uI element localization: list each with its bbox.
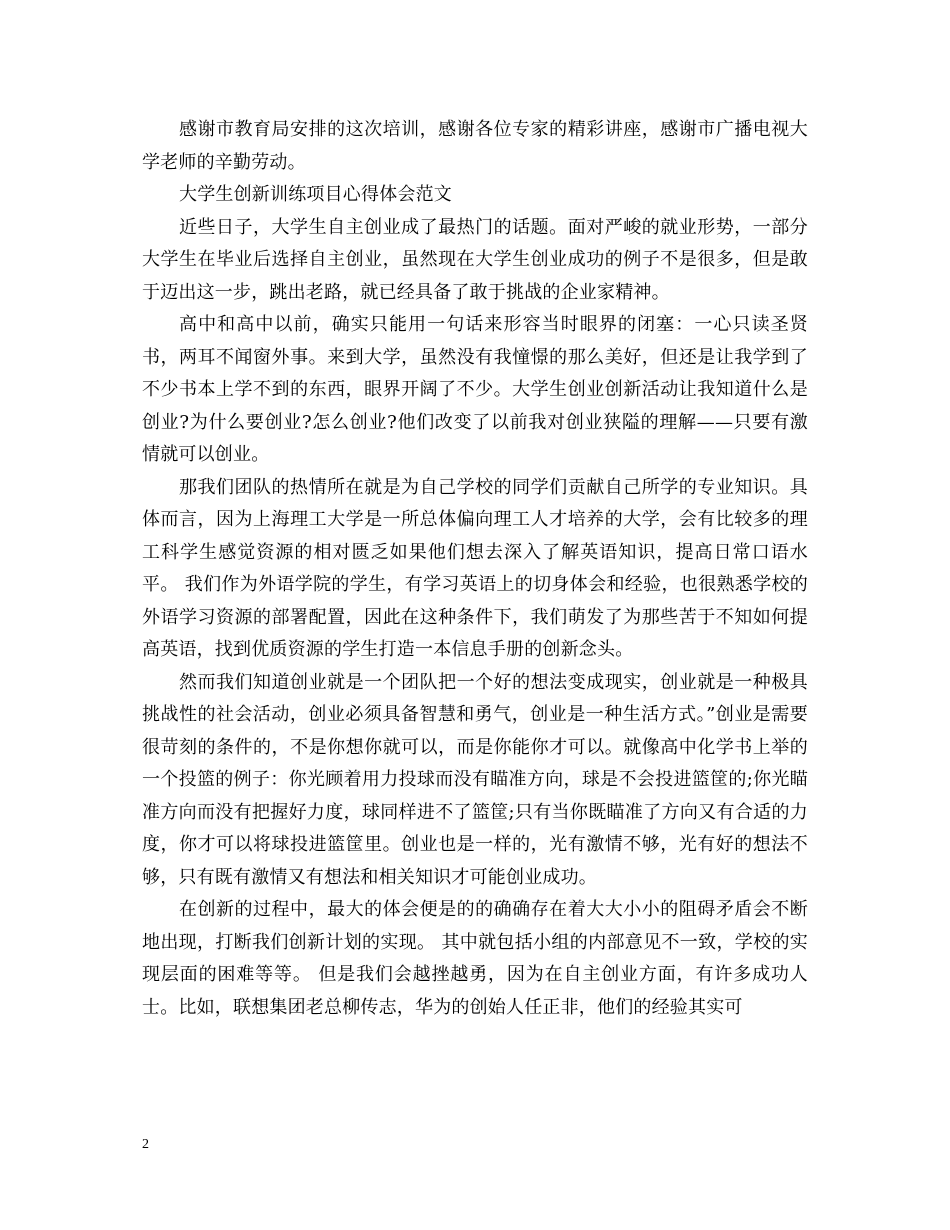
paragraph-intro: 近些日子，大学生自主创业成了最热门的话题。面对严峻的就业形势，一部分大学生在毕业后选择自主创业，虽然现在大学生创业成功的例子不是很多，但是敢于迈出这一步，跳出老路，就已经具备了敢于挑战的企业家精神。 <box>142 216 808 303</box>
document-body <box>142 114 808 1024</box>
paragraph-innovation-process: 在创新的过程中，最大的体会便是的的确确存在着大大小小的阻碍矛盾会不断地出现，打断我们创新计划的实现。 其中就包括小组的内部意见不一致，学校的实现层面的困难等等。 但是我们会越挫越勇，因为在自主创业方面，有许多成功人士。比如，联想集团老总柳传志，华为的创始人任正非，他们的经验其实可 <box>142 899 808 1018</box>
page-number: 2 <box>142 1137 149 1152</box>
paragraph-high-school: 高中和高中以前，确实只能用一句话来形容当时眼界的闭塞：一心只读圣贤书，两耳不闻窗外事。来到大学，虽然没有我憧憬的那么美好，但还是让我学到了不少书本上学不到的东西，眼界开阔了不少。大学生创业创新活动让我知道什么是创业?为什么要创业?怎么创业?他们改变了以前我对创业狭隘的理解——只要有激情就可以创业。 <box>142 314 808 465</box>
paragraph-team: 那我们团队的热情所在就是为自己学校的同学们贡献自己所学的专业知识。具体而言，因为上海理工大学是一所总体偏向理工人才培养的大学，会有比较多的理工科学生感觉资源的相对匮乏如果他们想去深入了解英语知识，提高日常口语水平。 我们作为外语学院的学生，有学习英语上的切身体会和经验，也很熟悉学校的外语学习资源的部署配置，因此在这种条件下，我们萌发了为那些苦于不知如何提高英语，找到优质资源的学生打造一本信息手册的创新念头。 <box>142 476 808 660</box>
paragraph-entrepreneurship: 然而我们知道创业就是一个团队把一个好的想法变成现实，创业就是一种极具挑战性的社会活动，创业必须具备智慧和勇气，创业是一种生活方式。”创业是需要很苛刻的条件的，不是你想你就可以，而是你能你才可以。就像高中化学书上举的一个投篮的例子：你光顾着用力投球而没有瞄准方向，球是不会投进篮筐的;你光瞄准方向而没有把握好力度，球同样进不了篮筐;只有当你既瞄准了方向又有合适的力度，你才可以将球投进篮筐里。创业也是一样的，光有激情不够，光有好的想法不够，只有既有激情又有想法和相关知识才可能创业成功。 <box>142 671 808 888</box>
section-title: 大学生创新训练项目心得体会范文 <box>179 184 452 205</box>
paragraph-thanks: 感谢市教育局安排的这次培训，感谢各位专家的精彩讲座，感谢市广播电视大学老师的辛勤劳动。 <box>142 119 808 173</box>
